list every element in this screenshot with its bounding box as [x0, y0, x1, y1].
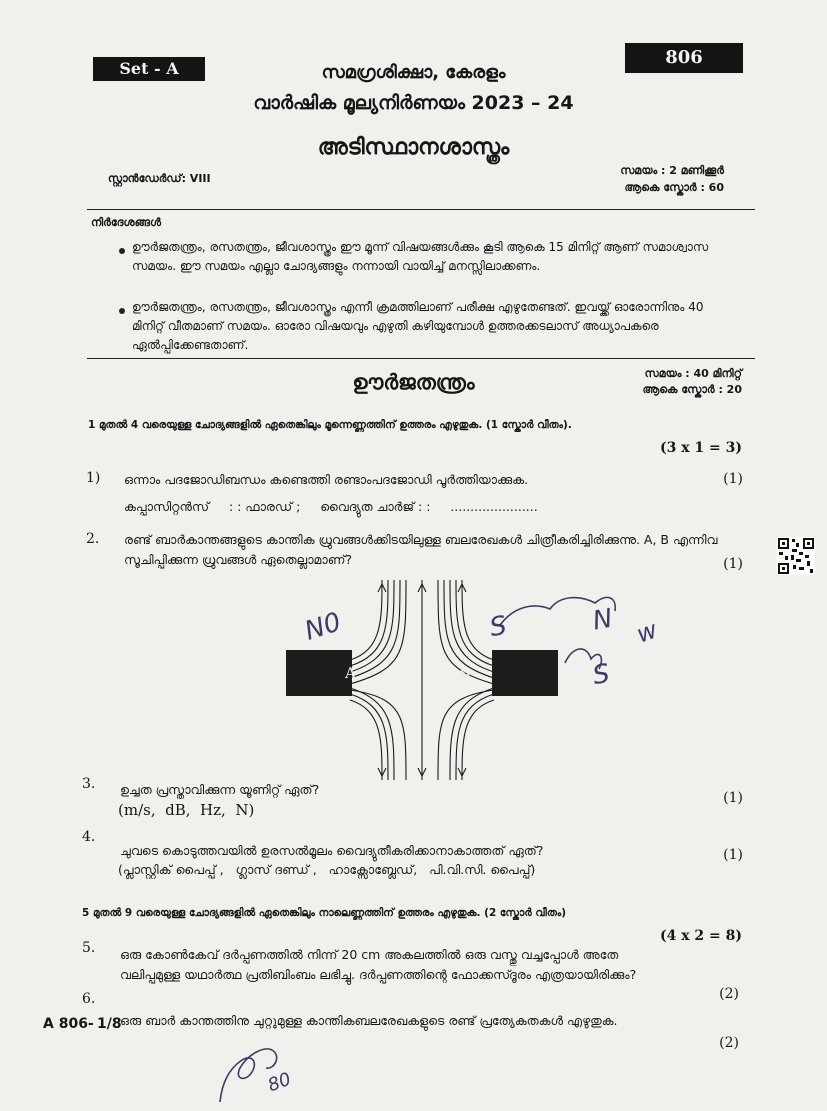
standard: സ്റ്റാൻഡേർഡ്: VIII [108, 172, 211, 185]
handwriting-scribble [495, 585, 645, 675]
section-score: ആകെ സ്കോർ : 20 [642, 383, 742, 396]
part2-marks: (4 x 2 = 8) [659, 928, 742, 944]
qr-code-icon [777, 537, 815, 575]
handwriting-scribble [212, 1030, 322, 1110]
section-title: ഊർജതന്ത്രം [352, 370, 475, 394]
instruction-item: ഊർജതന്ത്രം, രസതന്ത്രം, ജീവശാസ്ത്രം ഈ മൂന്ന് വിഷയങ്ങൾക്കും കൂടി ആകെ 15 മിനിറ്റ് ആണ് സമാശ്വാസ സമയം. ഈ സമയം എല്ലാ ചോദ്യങ്ങളും നന്നായി വായിച്ച് മനസ്സിലാക്കണം. [132, 240, 709, 273]
magnet-a-label: A [345, 664, 356, 682]
part1-instruction: 1 മുതൽ 4 വരെയുള്ള ചോദ്യങ്ങളിൽ ഏതെങ്കിലും മൂന്നെണ്ണത്തിന് ഉത്തരം എഴുതുക. (1 സ്കോർ വീതം). [88, 419, 572, 431]
bullet-icon [119, 308, 125, 314]
q1-pair: കപ്പാസിറ്റൻസ് : : ഫാരഡ് ; വൈദ്യുത ചാർജ് : : ...................... [124, 499, 538, 514]
handwriting-note: S [590, 658, 612, 692]
part2-instruction: 5 മുതൽ 9 വരെയുള്ള ചോദ്യങ്ങളിൽ ഏതെങ്കിലും നാലെണ്ണത്തിന് ഉത്തരം എഴുതുക. (2 സ്കോർ വീതം) [82, 907, 567, 919]
q1-text: ഒന്നാം പദജോഡിബന്ധം കണ്ടെത്തി രണ്ടാംപദജോഡി പൂർത്തിയാക്കുക. [124, 472, 529, 487]
q6-text: ഒരു ബാർ കാന്തത്തിനു ചുറ്റുമുള്ള കാന്തികബലരേഖകളുടെ രണ്ട് പ്രത്യേകതകൾ എഴുതുക. [120, 1013, 618, 1028]
footer-code: A 806- [43, 1016, 94, 1032]
q2-number: 2. [86, 531, 100, 547]
q5-text: ഒരു കോൺകേവ് ദർപ്പണത്തിൽ നിന്ന് 20 cm അകലത്തിൽ ഒരു വസ്തു വച്ചപ്പോൾ അതേ വലിപ്പമുള്ള യഥാർത്ഥ പ്രതിബിംബം ലഭിച്ചു. ദർപ്പണത്തിന്റെ ഫോക്കസ്ദൂരം എത്രയായിരിക്കും? [120, 947, 637, 982]
org-name: സമഗ്രശിക്ഷാ, കേരളം [321, 62, 506, 83]
q3-mark: (1) [723, 790, 743, 806]
instructions-heading: നിർദേശങ്ങൾ [91, 216, 162, 229]
subject-title: അടിസ്ഥാനശാസ്ത്രം [317, 135, 510, 160]
handwriting-note: N0 [301, 607, 345, 647]
q3-options: (m/s, dB, Hz, N) [118, 801, 255, 819]
handwriting-note: S [487, 610, 509, 644]
set-label: Set - A [93, 57, 205, 81]
total-time: സമയം : 2 മണിക്കൂർ [620, 164, 724, 177]
q4-text: ചുവടെ കൊടുത്തവയിൽ ഉരസൽമൂലം വൈദ്യുതീകരിക്കാനാകാത്തത് ഏത്? [120, 843, 544, 858]
q1-mark: (1) [723, 471, 743, 487]
q5-number: 5. [82, 940, 96, 956]
section-time: സമയം : 40 മിനിറ്റ് [644, 367, 742, 380]
instruction-item: ഊർജതന്ത്രം, രസതന്ത്രം, ജീവശാസ്ത്രം എന്നീ ക്രമത്തിലാണ് പരീക്ഷ എഴുതേണ്ടത്. ഇവയ്ക്ക് ഓരോന്നിനും 40 മിനിറ്റ് വീതമാണ് സമയം. ഓരോ വിഷയവും എഴുതി കഴിയുമ്പോൾ ഉത്തരക്കടലാസ് അധ്യാപകരെ ഏൽപ്പിക്കേണ്ടതാണ്. [132, 300, 704, 352]
total-score: ആകെ സ്കോർ : 60 [624, 181, 724, 194]
page-number: 1/8 [97, 1016, 122, 1032]
instructions-box [87, 209, 755, 359]
q3-number: 3. [82, 776, 96, 792]
q1-number: 1) [86, 470, 101, 486]
paper-code: 806 [625, 43, 743, 73]
bullet-icon [119, 248, 125, 254]
q2-mark: (1) [723, 556, 743, 572]
magnet-b-label: B [459, 664, 471, 682]
q4-options: (പ്ലാസ്റ്റിക് പൈപ്പ് , ഗ്ലാസ് ദണ്ഡ് , ഹാക്സോബ്ലേഡ്, പി.വി.സി. പൈപ്പ്) [118, 862, 536, 877]
q6-mark: (2) [719, 1035, 739, 1051]
q4-mark: (1) [723, 847, 743, 863]
q4-number: 4. [82, 829, 96, 845]
exam-title: വാർഷിക മൂല്യനിർണയം 2023 – 24 [253, 92, 574, 114]
part1-marks: (3 x 1 = 3) [659, 440, 742, 456]
handwriting-note: w [632, 615, 661, 649]
q3-text: ഉച്ചത പ്രസ്താവിക്കുന്ന യൂണിറ്റ് ഏത്? [120, 782, 320, 797]
q6-number: 6. [82, 991, 96, 1007]
handwriting-note: 80 [265, 1068, 294, 1097]
q2-text: രണ്ട് ബാർകാന്തങ്ങളുടെ കാന്തിക ധ്രുവങ്ങൾക്കിടയിലുള്ള ബലരേഖകൾ ചിത്രീകരിച്ചിരിക്കുന്നു. A, B എന്നിവ സൂചിപ്പിക്കുന്ന ധ്രുവങ്ങൾ ഏതെല്ലാമാണ്? [124, 532, 718, 567]
handwriting-note: N [590, 603, 615, 637]
q5-mark: (2) [719, 986, 739, 1002]
